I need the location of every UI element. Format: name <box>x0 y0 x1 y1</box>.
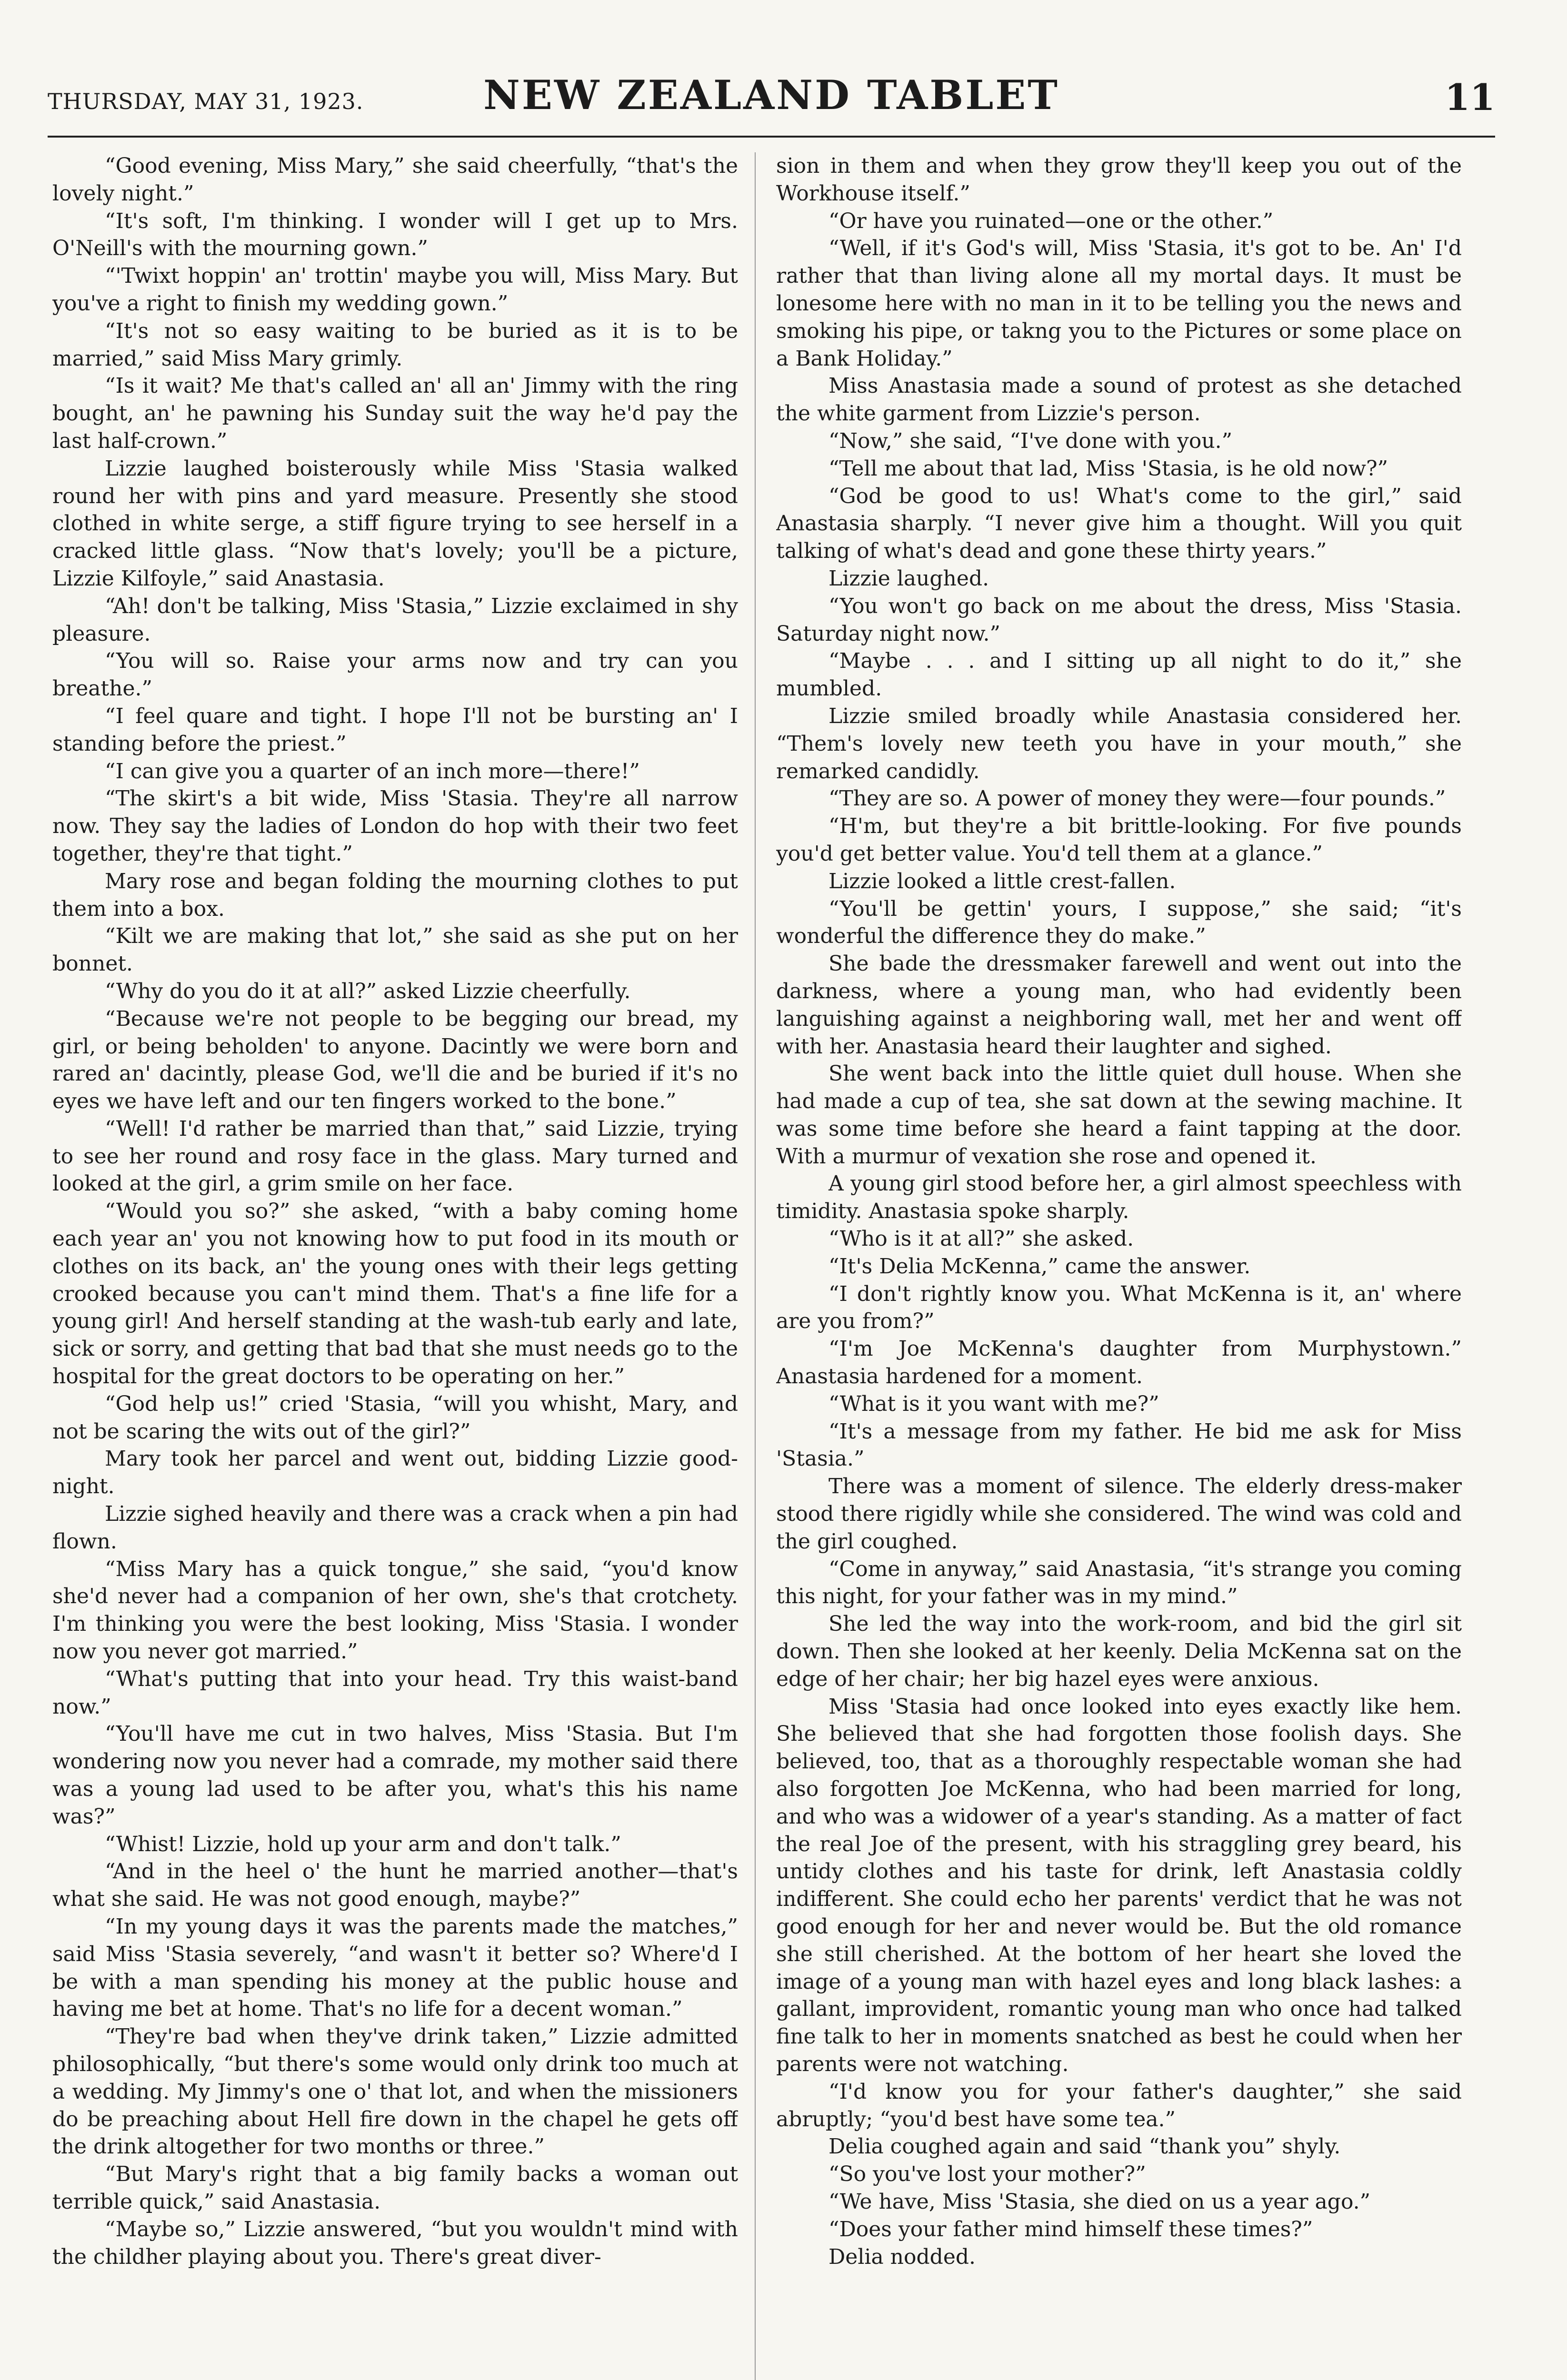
paragraph: “In my young days it was the parents made the matches,” said Miss 'Stasia severely, “and wasn't it better so? Where'd I be with a man spending his money at the public house and having me bet at home. That's no life for a decent woman.” <box>52 1914 738 2022</box>
paragraph: She bade the dressmaker farewell and went out into the darkness, where a young man, who had evidently been languishing against a neighboring wall, met her and went off with her. Anastasia heard their laughter and sighed. <box>776 952 1462 1059</box>
paragraph: Miss Anastasia made a sound of protest as she detached the white garment from Lizzie's person. <box>776 374 1462 426</box>
paragraph: Lizzie looked a little crest-fallen. <box>828 869 1176 893</box>
paragraph: “Because we're not people to be begging our bread, my girl, or being beholden' to anyone. Dacintly we were born and rared an' dacintly, please God, we'll die and be buried if it's no eyes we have left and our ten fingers worked to the bone.” <box>52 1006 738 1114</box>
left-column <box>52 152 738 2380</box>
page-header <box>48 71 1495 133</box>
paragraph: “Does your father mind himself these times?” <box>828 2217 1313 2241</box>
right-column <box>776 152 1462 2380</box>
paragraph: “Now,” she said, “I've done with you.” <box>828 428 1233 453</box>
paragraph: Miss 'Stasia had once looked into eyes exactly like hem. She believed that she had forgotten those foolish days. She believed, too, that as a thoroughly respectable woman she had also forgotten Joe McKenna, who had been married for long, and who was a widower of a year's standing. As a matter of fact the real Joe of the present, with his straggling grey beard, his untidy clothes and his taste for drink, left Anastasia coldly indifferent. She could echo her parents' verdict that he was not good enough for her and never would be. But the old romance she still cherished. At the bottom of her heart she loved the image of a young man with hazel eyes and long black lashes: a gallant, improvident, romantic young man who once had talked fine talk to her in moments snatched as best he could when her parents were not watching. <box>776 1694 1462 2076</box>
paragraph: Mary took her parcel and went out, bidding Lizzie good-night. <box>52 1447 738 1499</box>
paragraph: “It's Delia McKenna,” came the answer. <box>828 1254 1251 1279</box>
masthead-title: NEW ZEALAND TABLET <box>483 71 1059 119</box>
continued-paragraph: sion in them and when they grow they'll keep you out of the Workhouse itself.” <box>776 154 1462 206</box>
paragraph: “We have, Miss 'Stasia, she died on us a year ago.” <box>828 2189 1371 2214</box>
paragraph: “Tell me about that lad, Miss 'Stasia, is he old now?” <box>828 456 1388 481</box>
paragraph: “I can give you a quarter of an inch more—there!” <box>105 759 640 783</box>
paragraph: “Come in anyway,” said Anastasia, “it's strange you coming this night, for your father was in my mind.” <box>776 1557 1462 1609</box>
paragraph: “Whist! Lizzie, hold up your arm and don't talk.” <box>105 1832 621 1856</box>
paragraph: She led the way into the work-room, and bid the girl sit down. Then she looked at her keenly. Delia McKenna sat on the edge of her chair; her big hazel eyes were anxious. <box>776 1612 1462 1691</box>
paragraph: “God be good to us! What's come to the girl,” said Anastasia sharply. “I never give him a thought. Will you quit talking of what's dead and gone these thirty years.” <box>776 484 1462 564</box>
paragraph: “It's a message from my father. He bid me ask for Miss 'Stasia.” <box>776 1419 1462 1471</box>
paragraph: “You will so. Raise your arms now and try can you breathe.” <box>52 649 738 701</box>
paragraph: “'Twixt hoppin' an' trottin' maybe you will, Miss Mary. But you've a right to finish my wedding gown.” <box>52 264 738 316</box>
paragraph: “They are so. A power of money they were—four pounds.” <box>828 786 1446 811</box>
paragraph: “You won't go back on me about the dress, Miss 'Stasia. Saturday night now.” <box>776 594 1462 646</box>
paragraph: Lizzie sighed heavily and there was a crack when a pin had flown. <box>52 1502 738 1554</box>
paragraph: “They're bad when they've drink taken,” Lizzie admitted philosophically, “but there's some would only drink too much at a wedding. My Jimmy's one o' that lot, and when the missioners do be preaching about Hell fire down in the chapel he gets off the drink altogether for two months or three.” <box>52 2024 738 2159</box>
column-divider <box>755 152 756 2380</box>
issue-date: THURSDAY, MAY 31, 1923. <box>48 89 364 114</box>
paragraph: “Well! I'd rather be married than that,” said Lizzie, trying to see her round and rosy face in the glass. Mary turned and looked at the girl, a grim smile on her face. <box>52 1116 738 1196</box>
paragraph: “I'd know you for your father's daughter,” she said abruptly; “you'd best have some tea.” <box>776 2079 1462 2132</box>
paragraph: “Kilt we are making that lot,” she said as she put on her bonnet. <box>52 924 738 976</box>
paragraph: Delia coughed again and said “thank you” shyly. <box>828 2134 1341 2159</box>
paragraph: “But Mary's right that a big family backs a woman out terrible quick,” said Anastasia. <box>52 2162 738 2214</box>
paragraph: Lizzie laughed. <box>828 566 989 591</box>
paragraph: “Good evening, Miss Mary,” she said cheerfully, “that's the lovely night.” <box>52 154 738 206</box>
paragraph: “It's not so easy waiting to be buried as it is to be married,” said Miss Mary grimly. <box>52 318 738 371</box>
paragraph: “And in the heel o' the hunt he married another—that's what she said. He was not good enough, maybe?” <box>52 1859 738 1912</box>
paragraph: “It's soft, I'm thinking. I wonder will I get up to Mrs. O'Neill's with the mourning gown.” <box>52 208 738 261</box>
paragraph: Mary rose and began folding the mourning clothes to put them into a box. <box>52 869 738 921</box>
page-number: 11 <box>1445 76 1495 119</box>
paragraph: A young girl stood before her, a girl almost speechless with timidity. Anastasia spoke sharply. <box>776 1171 1462 1224</box>
paragraph: Delia nodded. <box>828 2244 976 2269</box>
paragraph: “Why do you do it at all?” asked Lizzie cheerfully. <box>105 979 631 1003</box>
paragraph: “Is it wait? Me that's called an' all an' Jimmy with the ring bought, an' he pawning his Sunday suit the way he'd pay the last half-crown.” <box>52 374 738 453</box>
paragraph: “Or have you ruinated—one or the other.” <box>828 208 1274 233</box>
paragraph: “The skirt's a bit wide, Miss 'Stasia. They're all narrow now. They say the ladies of London do hop with their two feet together, they're that tight.” <box>52 786 738 866</box>
paragraph: There was a moment of silence. The elderly dress-maker stood there rigidly while she considered. The wind was cold and the girl coughed. <box>776 1474 1462 1554</box>
paragraph: Lizzie laughed boisterously while Miss 'Stasia walked round her with pins and yard measure. Presently she stood clothed in white serge, a stiff figure trying to see herself in a cracked little glass. “Now that's lovely; you'll be a picture, Lizzie Kilfoyle,” said Anastasia. <box>52 456 738 591</box>
paragraph: “I'm Joe McKenna's daughter from Murphystown.” Anastasia hardened for a moment. <box>776 1337 1462 1389</box>
paragraph: “Maybe . . . and I sitting up all night to do it,” she mumbled. <box>776 649 1462 701</box>
paragraph: “What's putting that into your head. Try this waist-band now.” <box>52 1666 738 1719</box>
paragraph: “Well, if it's God's will, Miss 'Stasia, it's got to be. An' I'd rather that than living alone all my mortal days. It must be lonesome here with no man in it to be telling you the news and smoking his pipe, or takng you to the Pictures or some place on a Bank Holiday.” <box>776 236 1462 371</box>
paragraph: “H'm, but they're a bit brittle-looking. For five pounds you'd get better value. You'd tell them at a glance.” <box>776 814 1462 866</box>
paragraph: “So you've lost your mother?” <box>828 2162 1146 2187</box>
paragraph: “Ah! don't be talking, Miss 'Stasia,” Lizzie exclaimed in shy pleasure. <box>52 594 738 646</box>
paragraph: “I don't rightly know you. What McKenna is it, an' where are you from?” <box>776 1281 1462 1334</box>
paragraph: She went back into the little quiet dull house. When she had made a cup of tea, she sat down at the sewing machine. It was some time before she heard a faint tapping at the door. With a murmur of vexation she rose and opened it. <box>776 1061 1462 1169</box>
paragraph: “You'll be gettin' yours, I suppose,” she said; “it's wonderful the difference they do make.” <box>776 896 1462 949</box>
paragraph: “Miss Mary has a quick tongue,” she said, “you'd know she'd never had a companion of her own, she's that crotchety. I'm thinking you were the best looking, Miss 'Stasia. I wonder now you never got married.” <box>52 1557 738 1664</box>
paragraph: “Would you so?” she asked, “with a baby coming home each year an' you not knowing how to put food in its mouth or clothes on its back, an' the young ones with their legs getting crooked because you can't mind them. That's a fine life for a young girl! And herself standing at the wash-tub early and late, sick or sorry, and getting that bad that she must needs go to the hospital for the great doctors to be operating on her.” <box>52 1199 738 1389</box>
paragraph: “You'll have me cut in two halves, Miss 'Stasia. But I'm wondering now you never had a comrade, my mother said there was a young lad used to be after you, what's this his name was?” <box>52 1722 738 1829</box>
paragraph: “Who is it at all?” she asked. <box>828 1227 1134 1251</box>
paragraph: “God help us!” cried 'Stasia, “will you whisht, Mary, and not be scaring the wits out of the girl?” <box>52 1391 738 1444</box>
paragraph: “Maybe so,” Lizzie answered, “but you wouldn't mind with the childher playing about you. There's great diver- <box>52 2217 738 2269</box>
paragraph: “I feel quare and tight. I hope I'll not be bursting an' I standing before the priest.” <box>52 704 738 756</box>
header-rule <box>48 136 1495 138</box>
paragraph: Lizzie smiled broadly while Anastasia considered her. “Them's lovely new teeth you have in your mouth,” she remarked candidly. <box>776 704 1462 783</box>
paragraph: “What is it you want with me?” <box>828 1391 1159 1416</box>
